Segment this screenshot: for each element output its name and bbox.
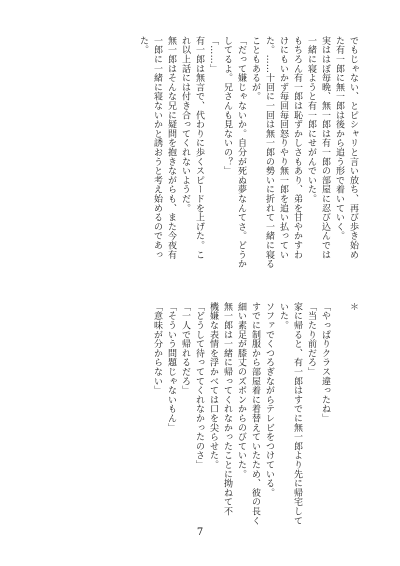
- text-line: 家に帰ると、有一郎はすでに無一郎より先に帰宅して: [292, 302, 302, 526]
- text-line: た。: [138, 36, 148, 55]
- upper-text-block: [136, 36, 360, 278]
- text-line: れ以上話には付き合ってくれないようだ。: [180, 36, 190, 213]
- text-line: けにもいかず毎回毎回怒りやり無一郎を追い払ってい: [278, 36, 288, 260]
- text-line: こともあるが。: [250, 36, 260, 102]
- text-line: た。……十回に一回は無一郎の勢いに折れて一緒に寝る: [264, 36, 274, 269]
- text-line: 細い素足が膝丈のズボンからのびていた。: [236, 302, 246, 479]
- text-line: 「そういう問題じゃないもん」: [166, 302, 176, 433]
- text-line: 一緒に寝ようと有一郎にせがんでいた。: [306, 36, 316, 204]
- text-line: 有一郎は無言で、代わりに歩くスピードを上げた。こ: [194, 36, 204, 260]
- text-line: [332, 302, 346, 544]
- text-line: 無一郎は一緒に帰ってくれなかったことに拗ねて不: [222, 302, 232, 516]
- page-number: 7: [196, 527, 204, 538]
- text-line: いた。: [278, 302, 288, 330]
- text-line: してるよ。兄さんも見ないの？」: [222, 36, 232, 176]
- text-line: 「当たり前だろ」: [306, 302, 316, 377]
- text-line: 実ははぼ毎晩、無一郎は有一郎の部屋に忍び込んでは: [320, 36, 330, 260]
- text-line: た有一郎に無一郎は後から追う形で着いていく。: [334, 36, 344, 241]
- text-line: 「意味が分からない」: [152, 302, 162, 395]
- text-line: 「やっぱりクラス違ったね」: [320, 302, 330, 423]
- text-line: ソファでくつろぎながらテレビをつけている。: [264, 302, 274, 498]
- text-line: 「どうして待っててくれなかったのさ」: [194, 302, 204, 470]
- lower-text-block: [150, 302, 360, 544]
- text-line: もちろん有一郎は恥ずかしさもあり、弟を甘やかすわ: [292, 36, 302, 260]
- text-line: 無一郎はそんな兄に疑問を抱きながらも、また今夜有: [166, 36, 176, 260]
- text-line: 「一人で帰れるだろ」: [180, 302, 190, 395]
- text-line: 一郎に一緒に寝ないかと誘おうと考え始めるのであっ: [152, 36, 162, 260]
- text-line: 機嫌な表情を浮かべては口を尖らせた。: [208, 302, 218, 470]
- text-line: 「……」: [208, 36, 218, 74]
- text-line: 「だって嫌じゃないか。自分が死ぬ夢なんてさ。どうか: [236, 36, 246, 269]
- text-line: ＊: [348, 302, 358, 312]
- text-line: すでに制服から部屋着に着替えていたため、彼の長く: [250, 302, 260, 526]
- text-line: でもじゃない、とピシャリと言い放ち、再び歩き始め: [348, 36, 358, 260]
